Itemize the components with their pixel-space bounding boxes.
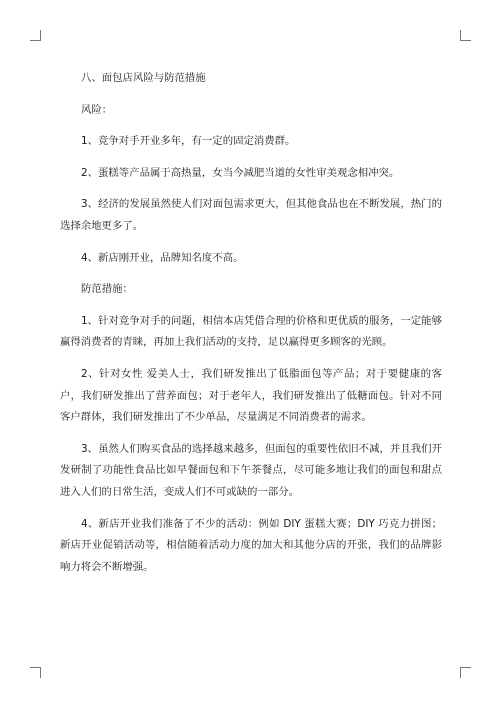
risk-item-1: 1、竞争对手开业多年，有一定的固定消费群。: [81, 135, 296, 148]
risk-label: 风险：: [81, 103, 113, 116]
crop-mark-top-right: [460, 30, 471, 41]
measure-item-4: 4、新店开业我们准备了不少的活动：例如 DIY 蛋糕大赛；DIY 巧克力拼图；新店开业促销活动等，相信随着活动力度的加大和其他分店的开张，我们的品牌影响力将会不断增强。: [60, 517, 442, 573]
crop-mark-bottom-left: [30, 667, 41, 678]
risk-item-4: 4、新店刚开业，品牌知名度不高。: [81, 251, 244, 264]
risk-item-2: 2、蛋糕等产品属于高热量，女当今减肥当道的女性审美观念相冲突。: [81, 166, 400, 179]
crop-mark-bottom-right: [460, 667, 471, 678]
document-body: [60, 68, 442, 578]
measure-item-1: 1、针对竞争对手的问题，相信本店凭借合理的价格和更优质的服务，一定能够赢得消费者的青睐，再加上我们活动的支持，足以赢得更多顾客的光顾。: [60, 314, 442, 349]
measure-item-2: 2、针对女性 爱美人士，我们研发推出了低脂面包等产品；对于要健康的客户，我们研发推出了营养面包；对于老年人，我们研发推出了低糖面包。针对不同客户群体，我们研发推出了不少单品，尽量满足不同消费者的需求。: [60, 367, 442, 424]
section-heading: 八、面包店风险与防范措施: [81, 72, 206, 84]
crop-mark-top-left: [30, 30, 41, 41]
risk-item-3: 3、经济的发展虽然使人们对面包需求更大，但其他食品也在不断发展，热门的选择余地更多了。: [60, 198, 442, 232]
measure-item-3: 3、虽然人们购买食品的选择越来越多，但面包的重要性依旧不减，并且我们开发研制了功能性食品比如早餐面包和下午茶餐点，尽可能多地让我们的面包和甜点进入人们的日常生活，变成人们不可或缺的一部分。: [60, 442, 442, 498]
measures-label: 防范措施：: [81, 283, 133, 296]
